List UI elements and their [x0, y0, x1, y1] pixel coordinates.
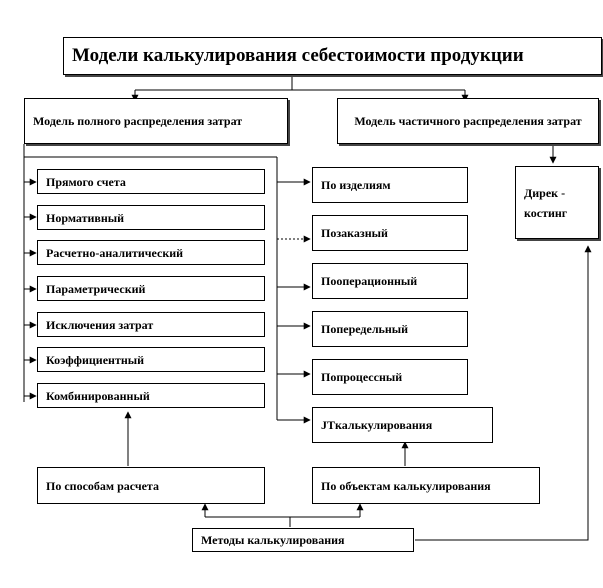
object-method-by-operation: Пооперационный — [312, 263, 468, 299]
direct-costing: Дирек - костинг — [515, 166, 599, 239]
object-method-by-process: Попроцессный — [312, 359, 468, 395]
object-method-by-order: Позаказный — [312, 215, 468, 251]
calc-method-coefficient: Коэффициентный — [37, 347, 265, 372]
calc-method-combined: Комбинированный — [37, 383, 265, 408]
partial-distribution-model: Модель частичного распределения затрат — [337, 98, 599, 144]
calc-methods-root: Методы калькулирования — [192, 528, 414, 552]
calc-method-parametric: Параметрический — [37, 276, 265, 301]
object-method-jt: JTкалькулирования — [312, 407, 493, 443]
full-distribution-model: Модель полного распределения затрат — [24, 98, 288, 144]
by-calc-method-group: По способам расчета — [37, 467, 265, 504]
by-calc-objects-group: По объектам калькулирования — [312, 467, 540, 504]
object-method-by-stage: Попередельный — [312, 311, 468, 347]
diagram-title: Модели калькулирования себестоимости продукции — [63, 37, 602, 75]
calc-method-analytical: Расчетно-аналитический — [37, 240, 265, 265]
calc-method-normative: Нормативный — [37, 205, 265, 230]
calc-method-exclusion: Исключения затрат — [37, 312, 265, 337]
object-method-by-product: По изделиям — [312, 167, 468, 203]
calc-method-direct: Прямого счета — [37, 169, 265, 194]
